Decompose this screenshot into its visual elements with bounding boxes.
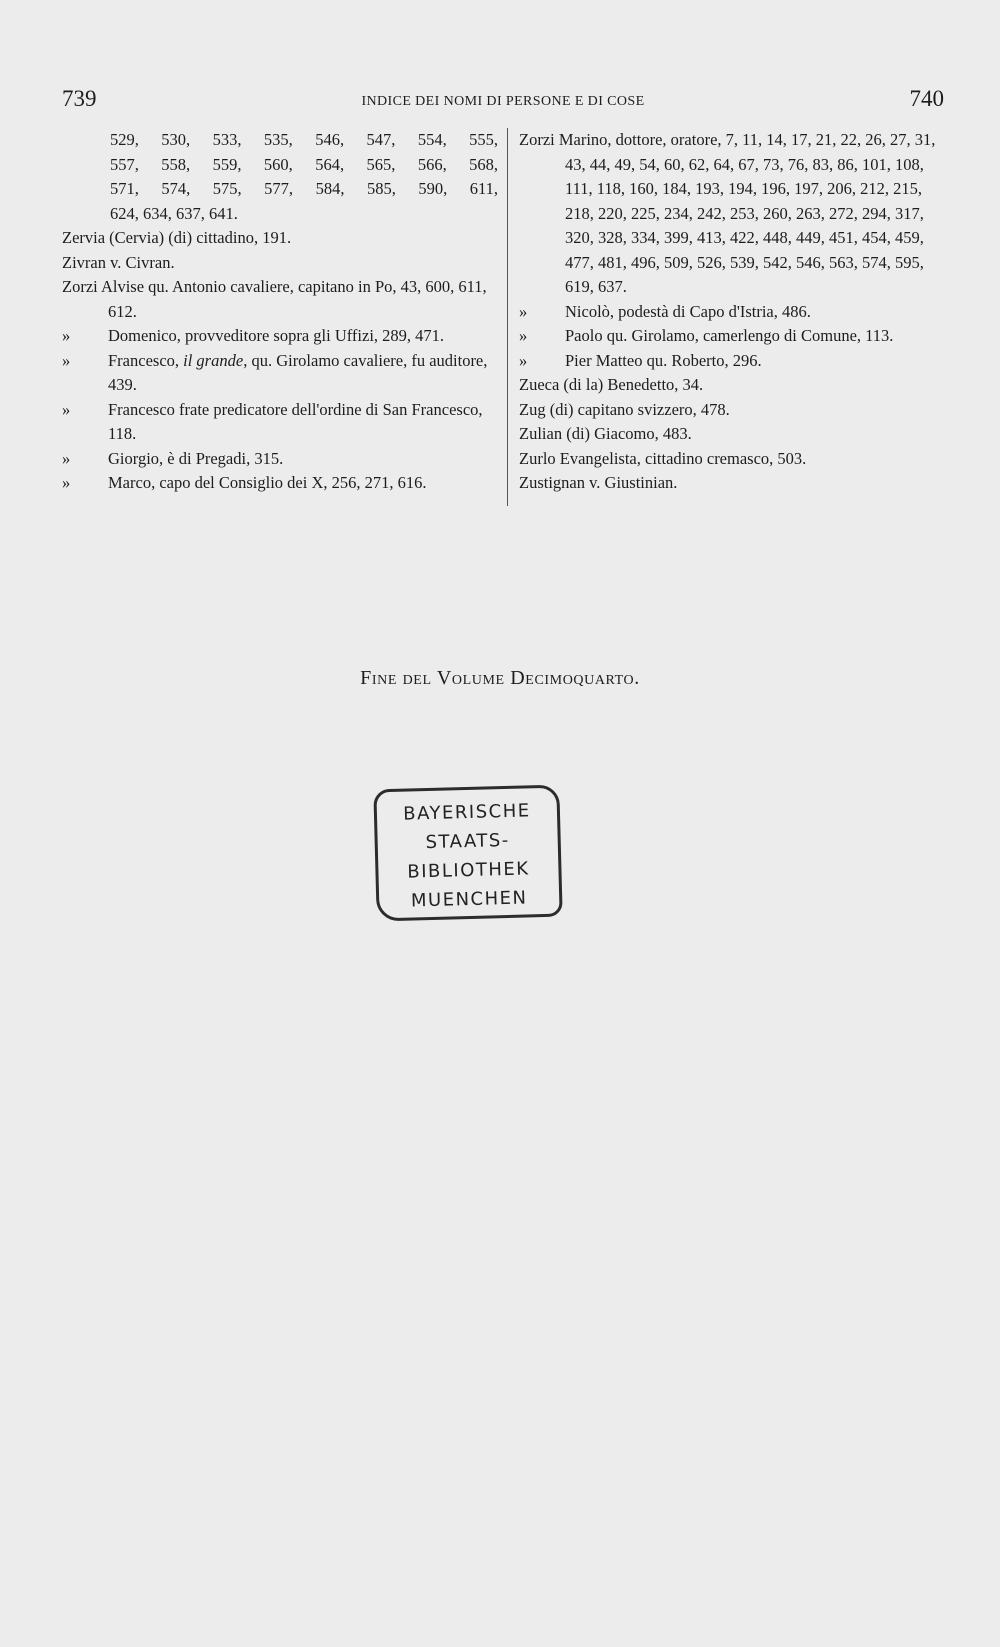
entry-text: , qu. Girolamo cavaliere, fu auditore, 439. bbox=[108, 350, 488, 394]
running-title: INDICE DEI NOMI DI PERSONE E DI COSE bbox=[361, 94, 645, 109]
italic-epithet: il grande bbox=[183, 350, 244, 370]
entry-text: Paolo qu. Girolamo, camerlengo di Comune, 113. bbox=[565, 326, 894, 345]
stamp-line: BIBLIOTHEK bbox=[407, 858, 530, 883]
library-stamp bbox=[373, 785, 562, 922]
entry-text: Pier Matteo qu. Roberto, 296. bbox=[565, 350, 762, 370]
index-entry-zueca: Zueca (di la) Benedetto, 34. bbox=[519, 375, 704, 394]
index-continuation-line: 557, 558, 559, 560, 564, 565, 566, 568, bbox=[110, 154, 498, 174]
index-entry-zulian: Zulian (di) Giacomo, 483. bbox=[519, 424, 692, 443]
entry-text: Giorgio, è di Pregadi, 315. bbox=[108, 448, 284, 468]
index-entry-giorgio bbox=[62, 447, 498, 472]
ditto-mark: » bbox=[62, 399, 71, 419]
index-entry-francesco-frate bbox=[62, 398, 498, 447]
index-entry-paolo bbox=[519, 324, 947, 349]
index-entry-zustignan: Zustignan v. Giustinian. bbox=[519, 473, 678, 492]
index-entry-zug: Zug (di) capitano svizzero, 478. bbox=[519, 399, 730, 419]
index-entry-zervia: Zervia (Cervia) (di) cittadino, 191. bbox=[62, 228, 292, 247]
ditto-mark: » bbox=[519, 326, 528, 345]
index-entry-zorzi-alvise: Zorzi Alvise qu. Antonio cavaliere, capitano in Po, 43, 600, 611, 612. bbox=[62, 277, 487, 321]
index-entry-francesco-il-grande bbox=[62, 349, 498, 398]
end-note-text: Fine del Volume Decimoquarto. bbox=[360, 667, 640, 689]
index-continuation-line: 624, 634, 637, 641. bbox=[110, 203, 238, 223]
index-entry-nicolo bbox=[519, 300, 947, 325]
index-continuation-line: 571, 574, 575, 577, 584, 585, 590, 611, bbox=[110, 179, 498, 198]
index-entry-pier-matteo bbox=[519, 349, 947, 374]
entry-text: Domenico, provveditore sopra gli Uffizi, 289, 471. bbox=[108, 326, 445, 345]
index-column-right bbox=[519, 128, 947, 496]
stamp-line: STAATS- bbox=[425, 829, 511, 854]
ditto-mark: » bbox=[62, 350, 71, 370]
index-entry-zivran: Zivran v. Civran. bbox=[62, 252, 175, 272]
page-header bbox=[62, 86, 944, 116]
ditto-mark: » bbox=[62, 473, 71, 492]
right-page-number: 740 bbox=[909, 86, 944, 111]
ditto-mark: » bbox=[519, 301, 528, 321]
index-continuation-line: 529, 530, 533, 535, 546, 547, 554, 555, bbox=[110, 130, 498, 149]
end-of-volume-note bbox=[0, 667, 1000, 690]
entry-text: Francesco, bbox=[108, 350, 180, 370]
index-entry-zorzi-marino: Zorzi Marino, dottore, oratore, 7, 11, 14, 17, 21, 22, 26, 27, 31, 43, 44, 49, 54, 60, 62, 64, 67, 73, 76, 83, 86, 101, 108, 111, 118, 160, 184, 193, 194, 196, 197, 206, 212, 215, 218, 220, 225, 234, 242, 253, 260, 263, 272, 294, 317, 320, 328, 334, 399, 413, 422, 448, 449, 451, 454, 459, 477, 481, 496, 509, 526, 539, 542, 546, 563, 574, 595, 619, 637. bbox=[519, 130, 936, 296]
column-divider bbox=[507, 128, 508, 506]
ditto-mark: » bbox=[62, 326, 71, 345]
stamp-line: BAYERISCHE bbox=[402, 800, 531, 825]
entry-text: Francesco frate predicatore dell'ordine di San Francesco, 118. bbox=[108, 399, 483, 443]
ditto-mark: » bbox=[519, 350, 528, 370]
stamp-line: MUENCHEN bbox=[410, 887, 528, 912]
index-entry-zurlo: Zurlo Evangelista, cittadino cremasco, 503. bbox=[519, 448, 807, 468]
entry-text: Nicolò, podestà di Capo d'Istria, 486. bbox=[565, 301, 811, 321]
index-column-left bbox=[62, 128, 498, 496]
ditto-mark: » bbox=[62, 448, 71, 468]
left-page-number: 739 bbox=[62, 86, 97, 111]
index-entry-domenico bbox=[62, 324, 498, 349]
index-entry-marco bbox=[62, 471, 498, 496]
entry-text: Marco, capo del Consiglio dei X, 256, 271, 616. bbox=[108, 473, 427, 492]
